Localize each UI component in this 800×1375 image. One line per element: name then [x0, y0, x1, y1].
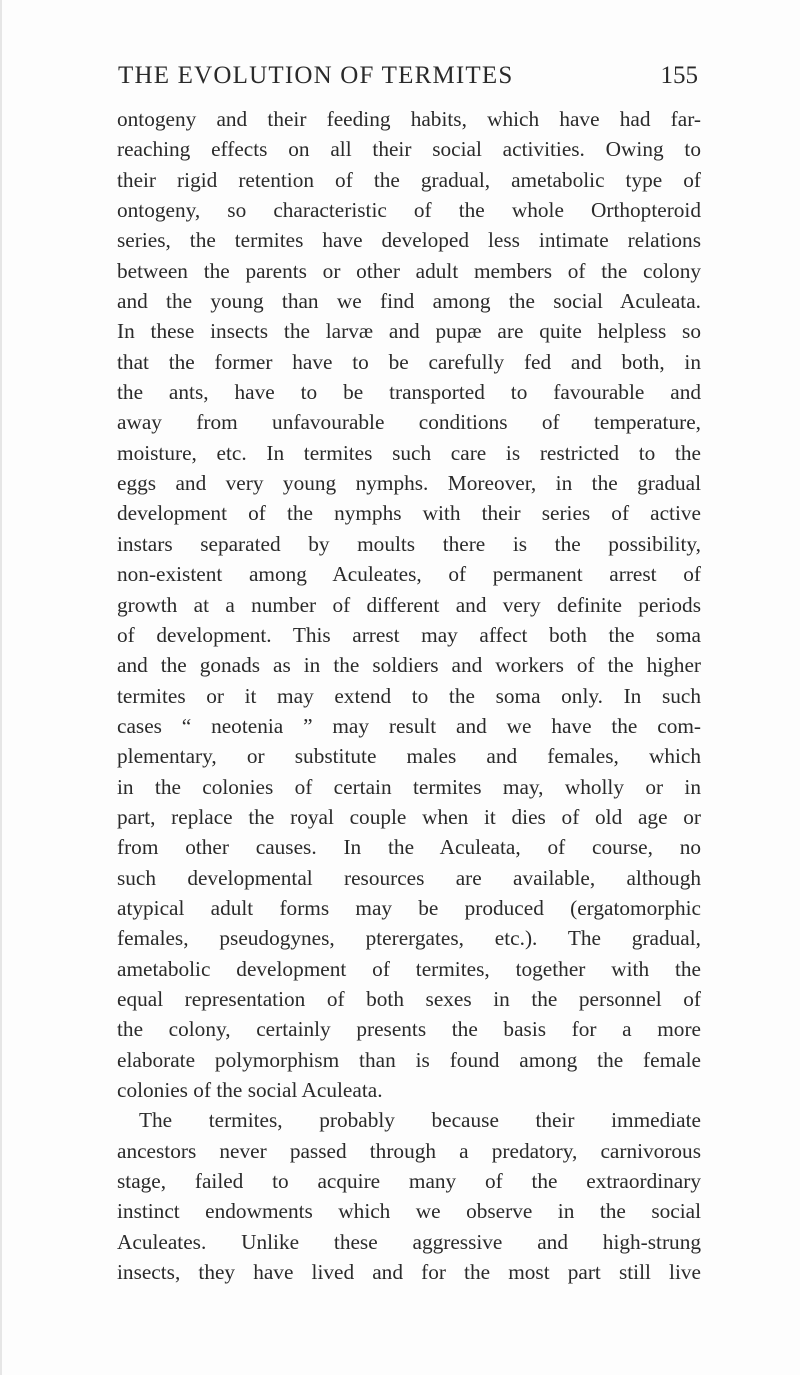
page-header — [118, 62, 698, 96]
text-line: growth at a number of different and very definite periods — [117, 592, 701, 617]
text-line: The termites, probably because their immediate — [139, 1108, 701, 1133]
text-line: in the colonies of certain termites may, wholly or in — [117, 774, 701, 799]
running-head: THE EVOLUTION OF TERMITES — [118, 62, 514, 89]
text-line: reaching effects on all their social activities. Owing to — [117, 137, 701, 162]
text-line: such developmental resources are available, although — [117, 865, 701, 890]
text-line: colonies of the social Aculeata. — [117, 1078, 383, 1102]
text-line: In these insects the larvæ and pupæ are quite helpless so — [117, 319, 701, 344]
text-line: ancestors never passed through a predatory, carnivorous — [117, 1138, 701, 1163]
text-line: eggs and very young nymphs. Moreover, in the gradual — [117, 471, 701, 496]
text-line: of development. This arrest may affect both the soma — [117, 622, 701, 647]
page-edge-rule — [0, 0, 2, 1375]
text-line: instinct endowments which we observe in the social — [117, 1199, 701, 1224]
text-line: the colony, certainly presents the basis for a more — [117, 1017, 701, 1042]
paragraph — [117, 1105, 701, 1287]
text-line: stage, failed to acquire many of the extraordinary — [117, 1169, 701, 1194]
body-text — [117, 104, 701, 1287]
text-line: their rigid retention of the gradual, ametabolic type of — [117, 167, 701, 192]
text-line: part, replace the royal couple when it dies of old age or — [117, 804, 701, 829]
paragraph — [117, 104, 701, 1105]
text-line: cases “ neotenia ” may result and we have the com- — [117, 713, 701, 738]
text-line: instars separated by moults there is the possibility, — [117, 531, 701, 556]
text-line: ontogeny, so characteristic of the whole Orthopteroid — [117, 198, 701, 223]
text-line: equal representation of both sexes in the personnel of — [117, 986, 701, 1011]
text-line: elaborate polymorphism than is found among the female — [117, 1047, 701, 1072]
text-line: away from unfavourable conditions of temperature, — [117, 410, 701, 435]
text-line: from other causes. In the Aculeata, of course, no — [117, 835, 701, 860]
page-number: 155 — [660, 62, 698, 89]
text-line: and the gonads as in the soldiers and workers of the higher — [117, 653, 701, 678]
text-line: insects, they have lived and for the most part still live — [117, 1260, 701, 1285]
text-line: moisture, etc. In termites such care is restricted to the — [117, 440, 701, 465]
text-line: development of the nymphs with their series of active — [117, 501, 701, 526]
text-line: series, the termites have developed less intimate relations — [117, 228, 701, 253]
text-line: Aculeates. Unlike these aggressive and high-strung — [117, 1229, 701, 1254]
text-line: ametabolic development of termites, together with the — [117, 956, 701, 981]
text-line: females, pseudogynes, pterergates, etc.). The gradual, — [117, 926, 701, 951]
text-line: between the parents or other adult members of the colony — [117, 258, 701, 283]
text-line: atypical adult forms may be produced (ergatomorphic — [117, 895, 701, 920]
text-line: and the young than we find among the social Aculeata. — [117, 289, 701, 314]
text-line: the ants, have to be transported to favourable and — [117, 380, 701, 405]
text-line: that the former have to be carefully fed and both, in — [117, 349, 701, 374]
text-line: termites or it may extend to the soma only. In such — [117, 683, 701, 708]
text-line: plementary, or substitute males and females, which — [117, 744, 701, 769]
text-line: non-existent among Aculeates, of permanent arrest of — [117, 562, 701, 587]
text-line: ontogeny and their feeding habits, which have had far- — [117, 107, 701, 131]
